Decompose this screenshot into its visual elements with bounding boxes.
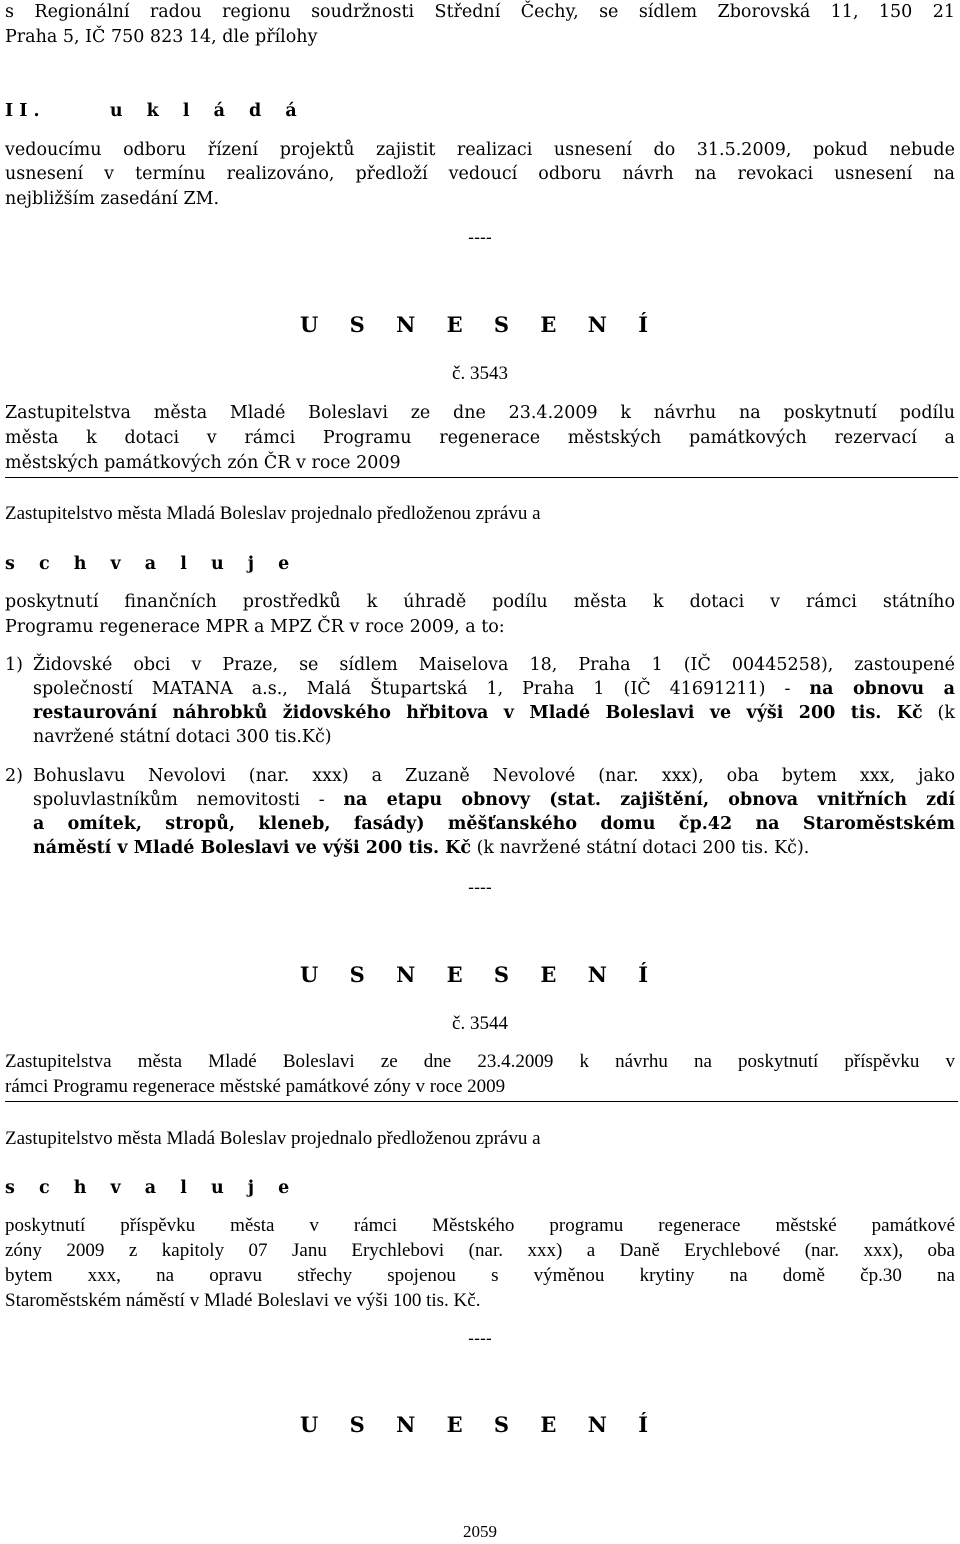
resolution-title: rámci Programu regenerace městské památkové zóny v roce 2009 (5, 1076, 506, 1097)
text-line: poskytnutí příspěvku města v rámci Městského programu regenerace městské památkové (5, 1215, 955, 1236)
intro-text: Zastupitelstvo města Mladá Boleslav projednalo předloženou zprávu a (5, 1128, 541, 1149)
resolution-heading: U S N E S E N Í (299, 1412, 661, 1437)
item-text: spoluvlastníkům nemovitosti - (33, 790, 344, 810)
resolution-heading: U S N E S E N Í (299, 312, 661, 337)
text-line: usnesení v termínu realizováno, předloží vedoucí odboru návrh na revokaci usnesení na (5, 164, 955, 184)
section-verb: u k l á d á (109, 101, 306, 121)
text-line: bytem xxx, na opravu střechy spojenou s výměnou krytiny na domě čp.30 na (5, 1265, 955, 1286)
text-line: nejbližším zasedání ZM. (5, 189, 220, 209)
item-line: Židovské obci v Praze, se sídlem Maiselova 18, Praha 1 (IČ 00445258), zastoupené (33, 655, 955, 675)
item-line: a omítek, stropů, kleneb, fasády) měšťanského domu čp.42 na Staroměstském (33, 814, 955, 834)
item-text: (k navržené státní dotaci 200 tis. Kč). (471, 838, 810, 858)
text-line: s Regionální radou regionu soudržnosti Střední Čechy, se sídlem Zborovská 11, 150 21 (5, 2, 955, 22)
section-heading (5, 99, 306, 123)
item-number: 1) (5, 655, 23, 675)
text-line: vedoucímu odboru řízení projektů zajistit realizaci usnesení do 31.5.2009, pokud nebude (5, 140, 955, 160)
title-rule (5, 1101, 958, 1102)
resolution-title: Zastupitelstva města Mladé Boleslavi ze dne 23.4.2009 k návrhu na poskytnutí podílu (5, 403, 955, 423)
title-rule (5, 477, 958, 478)
text-line: zóny 2009 z kapitoly 07 Janu Erychlebovi (nar. xxx) a Daně Erychlebové (nar. xxx), oba (5, 1240, 955, 1261)
resolution-title: města k dotaci v rámci Programu regenerace městských památkových rezervací a (5, 428, 955, 448)
separator: ---- (468, 228, 492, 248)
intro-text: Zastupitelstvo města Mladá Boleslav projednalo předloženou zprávu a (5, 503, 541, 524)
resolution-title: Zastupitelstva města Mladé Boleslavi ze dne 23.4.2009 k návrhu na poskytnutí příspěvku v (5, 1051, 955, 1072)
approval-verb: s c h v a l u j e (5, 1178, 299, 1198)
item-text: společností MATANA a.s., Malá Štupartská 1, Praha 1 (IČ 41691211) - (33, 679, 791, 699)
separator: ---- (468, 1329, 492, 1349)
item-text-bold: na obnovu a (809, 679, 955, 699)
text-line: poskytnutí finančních prostředků k úhradě podílu města k dotaci v rámci státního (5, 592, 955, 612)
item-line: Bohuslavu Nevolovi (nar. xxx) a Zuzaně Nevolové (nar. xxx), oba bytem xxx, jako (33, 766, 955, 786)
text-line: Programu regenerace MPR a MPZ ČR v roce 2009, a to: (5, 617, 505, 637)
resolution-number: č. 3544 (452, 1013, 508, 1034)
item-line (33, 788, 955, 812)
item-line (33, 677, 955, 701)
page-number: 2059 (463, 1522, 497, 1541)
section-number: I I . (5, 101, 40, 121)
text-line: Staroměstském náměstí v Mladé Boleslavi ve výši 100 tis. Kč. (5, 1290, 481, 1311)
item-text-bold: náměstí v Mladé Boleslavi ve výši 200 tis. Kč (33, 838, 472, 858)
item-text-bold: na etapu obnovy (stat. zajištění, obnova vnitřních zdí (343, 790, 955, 810)
approval-verb: s c h v a l u j e (5, 554, 299, 574)
item-line (33, 836, 809, 860)
resolution-title: městských památkových zón ČR v roce 2009 (5, 453, 401, 473)
item-text: (k (922, 703, 955, 723)
resolution-heading: U S N E S E N Í (299, 962, 661, 987)
separator: ---- (468, 878, 492, 898)
resolution-number: č. 3543 (452, 363, 508, 384)
text-line: Praha 5, IČ 750 823 14, dle přílohy (5, 27, 318, 47)
item-line (33, 701, 955, 725)
item-line: navržené státní dotaci 300 tis.Kč) (33, 727, 332, 747)
item-number: 2) (5, 766, 23, 786)
item-text-bold: restaurování náhrobků židovského hřbitova v Mladé Boleslavi ve výši 200 tis. Kč (33, 703, 923, 723)
